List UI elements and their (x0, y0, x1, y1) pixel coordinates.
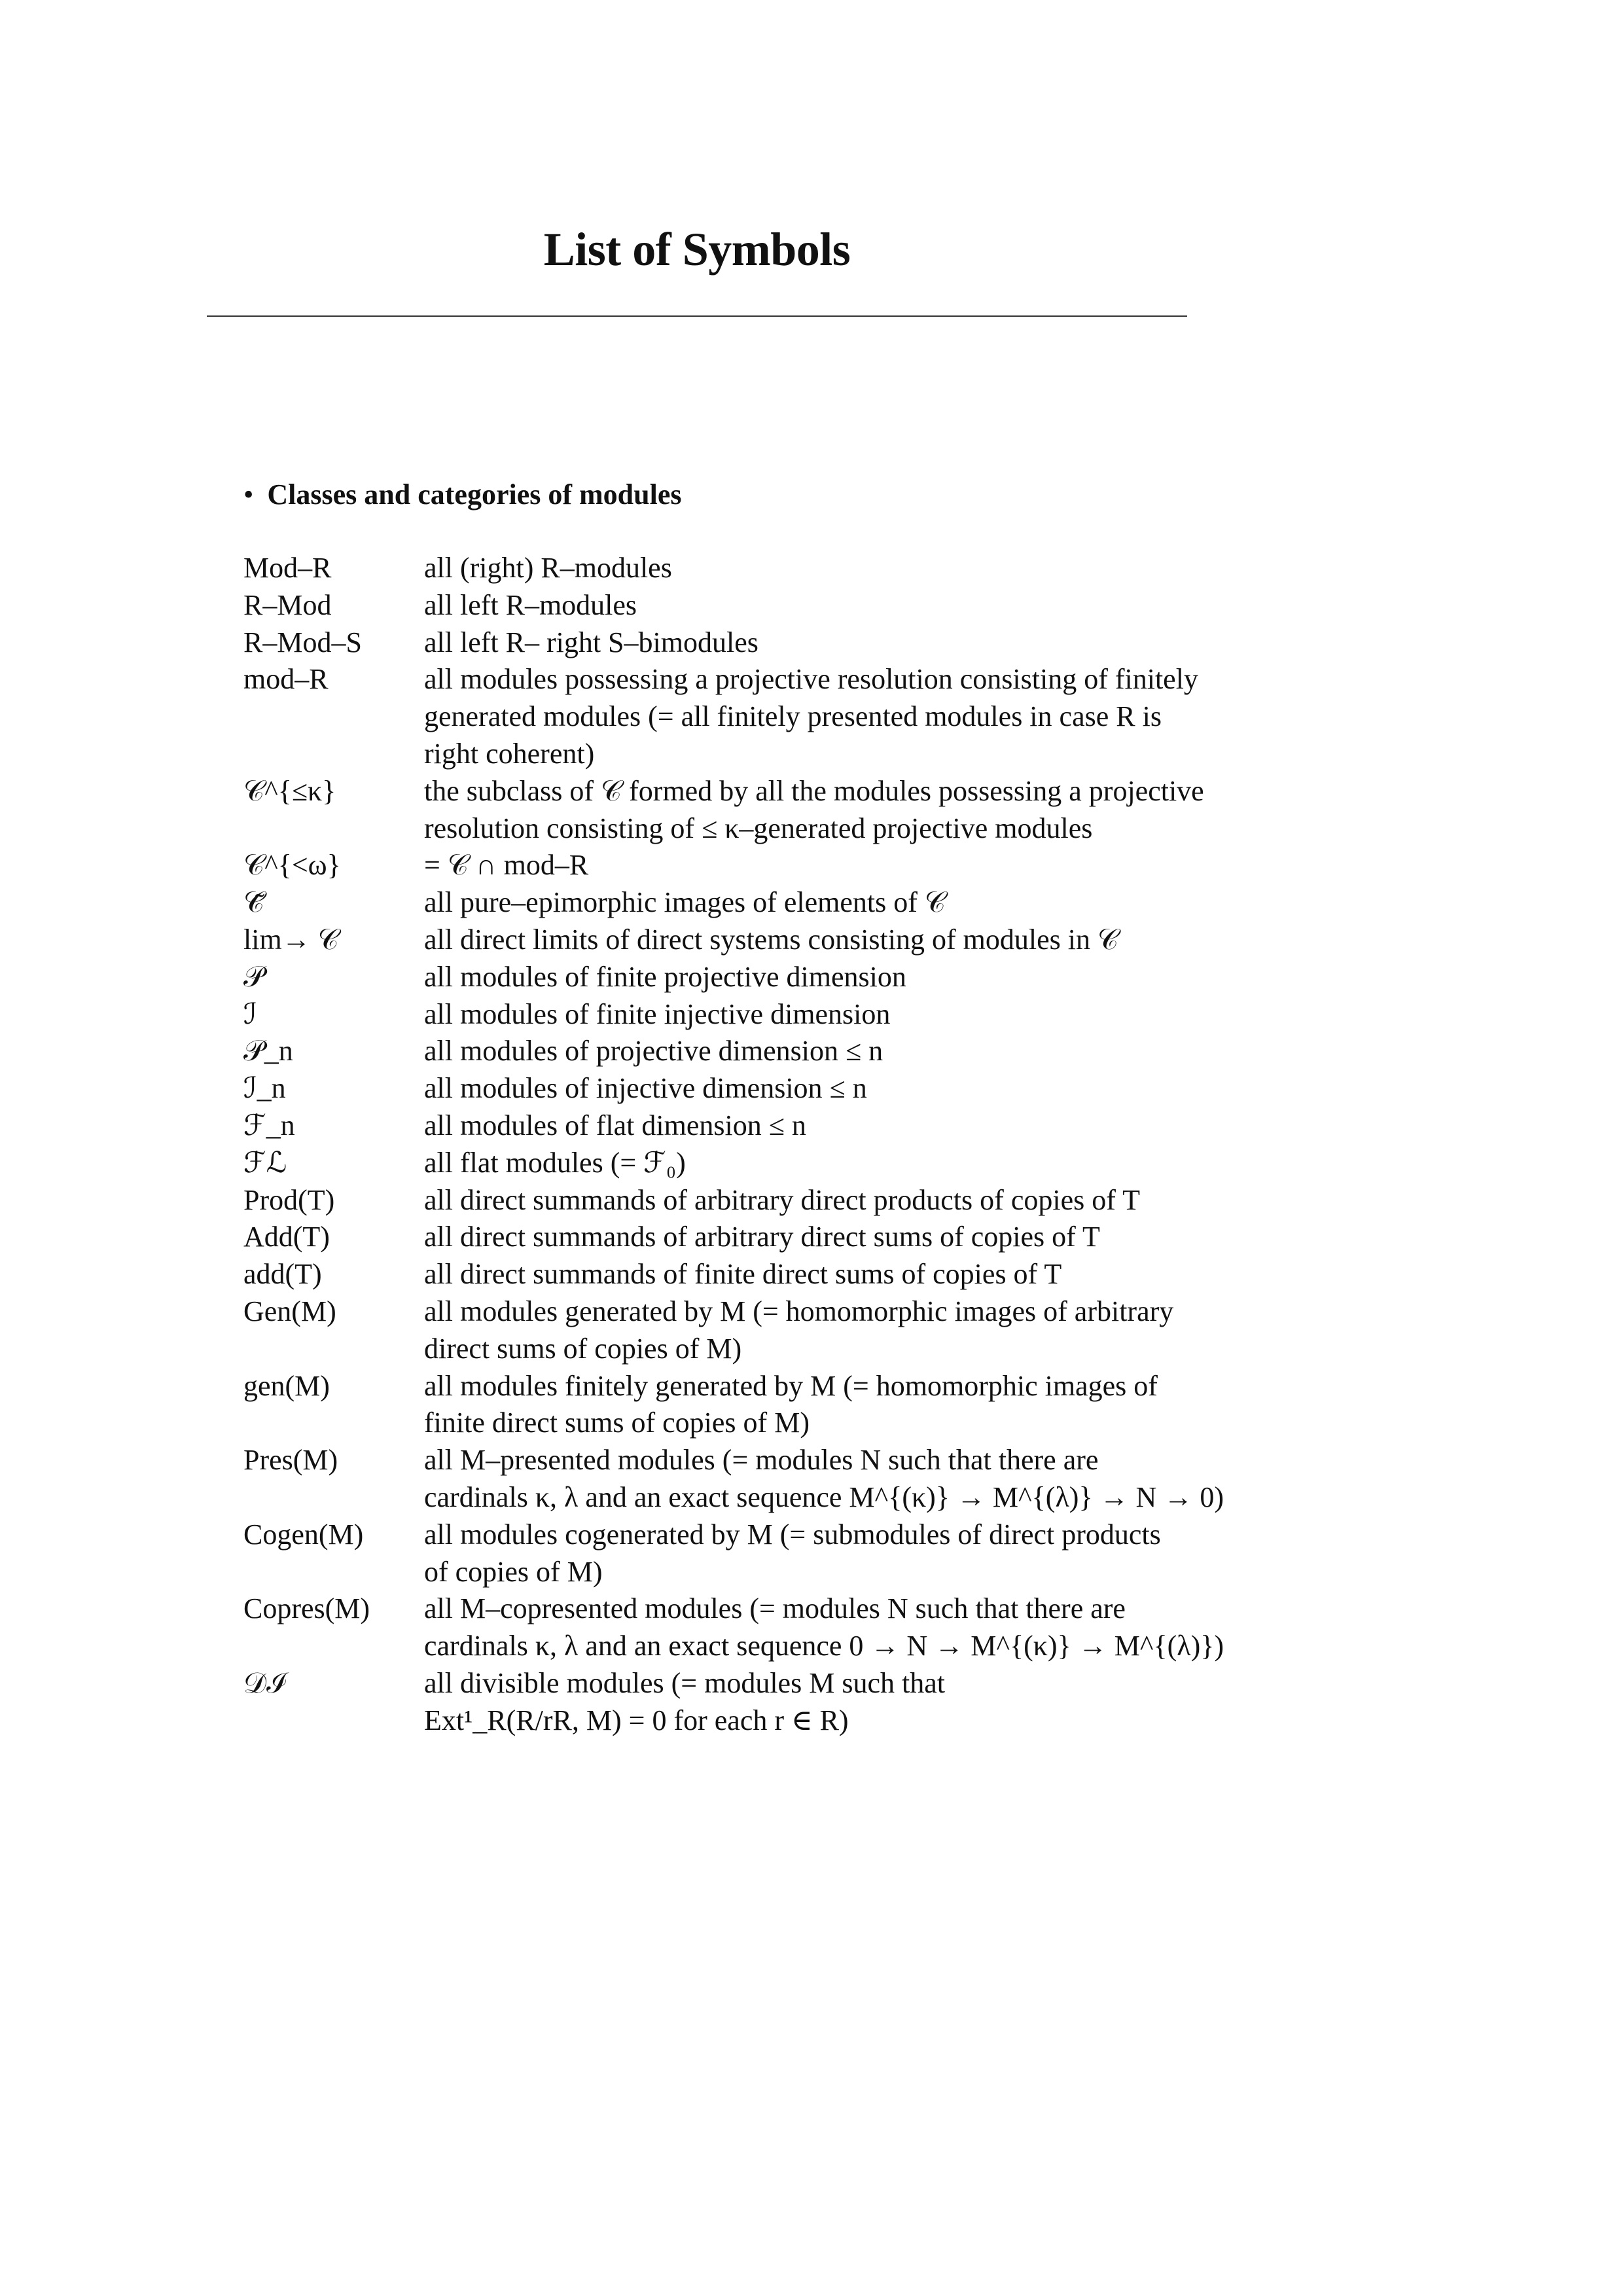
description-line: all M–presented modules (= modules N such that there are (424, 1444, 1099, 1477)
symbol-notation: R–Mod–S (243, 626, 362, 658)
symbol-entry (243, 996, 1251, 1033)
symbol-notation: 𝒞̃ (243, 886, 265, 919)
symbol-entry (243, 1293, 1251, 1368)
symbol-description (424, 1107, 1251, 1145)
symbol-description (424, 847, 1251, 884)
description-line: all modules of finite injective dimension (424, 997, 891, 1030)
description-line: direct sums of copies of M) (424, 1332, 742, 1365)
description-line: all M–copresented modules (= modules N such that there are (424, 1592, 1126, 1625)
symbol-entry (243, 1590, 1251, 1665)
description-line: all (right) R–modules (424, 552, 672, 584)
symbol-entry (243, 1070, 1251, 1107)
description-line: all direct summands of finite direct sums of copies of T (424, 1258, 1062, 1291)
symbol-entry (243, 661, 1251, 772)
symbol-entry (243, 1033, 1251, 1070)
symbol-description (424, 1070, 1251, 1107)
symbol-description (424, 1442, 1251, 1516)
symbol-notation: Add(T) (243, 1221, 330, 1253)
symbol-entry (243, 1368, 1251, 1443)
description-line: cardinals κ, λ and an exact sequence 0 → N → M^{(κ)} → M^{(λ)}) (424, 1630, 1224, 1662)
description-line: all modules of injective dimension ≤ n (424, 1072, 867, 1105)
description-line: all modules cogenerated by M (= submodules of direct products (424, 1518, 1161, 1551)
symbol-notation: add(T) (243, 1258, 322, 1291)
symbol-notation: 𝒫 (243, 960, 264, 993)
bullet-icon: • (243, 478, 254, 511)
symbol-entry (243, 624, 1251, 662)
symbol-description (424, 661, 1251, 772)
description-line: Ext¹_R(R/rR, M) = 0 for each r ∈ R) (424, 1704, 849, 1736)
symbol-notation: mod–R (243, 663, 329, 696)
symbol-description (424, 1293, 1251, 1368)
symbol-description (424, 1516, 1251, 1591)
description-line: all modules possessing a projective resolution consisting of finitely (424, 663, 1198, 696)
symbol-entry (243, 847, 1251, 884)
description-line: all flat modules (= ℱ₀) (424, 1146, 686, 1179)
description-line: all direct limits of direct systems consisting of modules in 𝒞 (424, 923, 1119, 956)
symbol-description (424, 1219, 1251, 1256)
symbol-entry (243, 959, 1251, 996)
description-line: of copies of M) (424, 1555, 603, 1588)
symbol-entry (243, 922, 1251, 959)
symbol-notation: 𝒟ℐ (243, 1666, 287, 1699)
symbol-description (424, 1665, 1251, 1740)
symbol-notation: 𝒞^{≤κ} (243, 774, 336, 807)
symbol-notation: Pres(M) (243, 1444, 338, 1477)
symbol-entry (243, 884, 1251, 922)
symbol-description (424, 1590, 1251, 1665)
description-line: all left R– right S–bimodules (424, 626, 758, 658)
title-rule (207, 315, 1187, 317)
symbol-description (424, 884, 1251, 922)
description-line: resolution consisting of ≤ κ–generated projective modules (424, 812, 1093, 844)
description-line: all direct summands of arbitrary direct products of copies of T (424, 1183, 1140, 1216)
symbol-notation: ℐ_n (243, 1072, 286, 1105)
description-line: all direct summands of arbitrary direct sums of copies of T (424, 1221, 1100, 1253)
symbol-entry (243, 1442, 1251, 1516)
description-line: = 𝒞 ∩ mod–R (424, 849, 589, 882)
symbol-entry (243, 1665, 1251, 1740)
description-line: all modules of finite projective dimension (424, 960, 906, 993)
section-heading-text: Classes and categories of modules (267, 478, 682, 511)
description-line: finite direct sums of copies of M) (424, 1407, 810, 1439)
symbol-description (424, 1145, 1251, 1182)
symbol-notation: ℐ (243, 997, 257, 1030)
symbol-description (424, 550, 1251, 587)
description-line: all left R–modules (424, 588, 637, 621)
symbol-notation: Gen(M) (243, 1295, 336, 1327)
symbol-entry (243, 1516, 1251, 1591)
symbol-notation: Prod(T) (243, 1183, 335, 1216)
section-heading (243, 478, 682, 511)
symbol-notation: ℱ_n (243, 1109, 295, 1141)
description-line: cardinals κ, λ and an exact sequence M^{(κ)} → M^{(λ)} → N → 0) (424, 1480, 1224, 1513)
description-line: all modules finitely generated by M (= homomorphic images of (424, 1369, 1158, 1402)
symbol-description (424, 996, 1251, 1033)
symbol-notation: ℱℒ (243, 1146, 287, 1179)
description-line: all divisible modules (= modules M such that (424, 1666, 945, 1699)
symbol-entry (243, 1145, 1251, 1182)
symbol-notation: Mod–R (243, 552, 332, 584)
symbol-description (424, 624, 1251, 662)
symbol-entry (243, 1256, 1251, 1293)
description-line: generated modules (= all finitely presented modules in case R is (424, 700, 1162, 733)
symbol-notation: lim→ 𝒞 (243, 923, 339, 956)
symbol-entry (243, 550, 1251, 587)
symbol-description (424, 922, 1251, 959)
symbol-notation: R–Mod (243, 588, 332, 621)
symbol-notation: gen(M) (243, 1369, 330, 1402)
description-line: right coherent) (424, 737, 595, 770)
symbol-description (424, 1368, 1251, 1443)
symbol-notation: 𝒫_n (243, 1035, 293, 1067)
symbol-description (424, 959, 1251, 996)
symbol-notation: Copres(M) (243, 1592, 370, 1625)
symbol-list (243, 550, 1251, 1740)
symbol-description (424, 587, 1251, 624)
symbol-entry (243, 1182, 1251, 1219)
description-line: all pure–epimorphic images of elements of 𝒞 (424, 886, 946, 919)
symbol-entry (243, 587, 1251, 624)
description-line: all modules generated by M (= homomorphic images of arbitrary (424, 1295, 1174, 1327)
page-title: List of Symbols (543, 223, 851, 276)
description-line: the subclass of 𝒞 formed by all the modules possessing a projective (424, 774, 1204, 807)
symbol-description (424, 1033, 1251, 1070)
symbol-entry (243, 1219, 1251, 1256)
symbol-description (424, 1256, 1251, 1293)
symbol-description (424, 773, 1251, 848)
symbol-entry (243, 1107, 1251, 1145)
description-line: all modules of flat dimension ≤ n (424, 1109, 806, 1141)
symbol-entry (243, 773, 1251, 848)
description-line: all modules of projective dimension ≤ n (424, 1035, 883, 1067)
symbol-description (424, 1182, 1251, 1219)
symbol-notation: 𝒞^{<ω} (243, 849, 341, 882)
symbol-notation: Cogen(M) (243, 1518, 364, 1551)
